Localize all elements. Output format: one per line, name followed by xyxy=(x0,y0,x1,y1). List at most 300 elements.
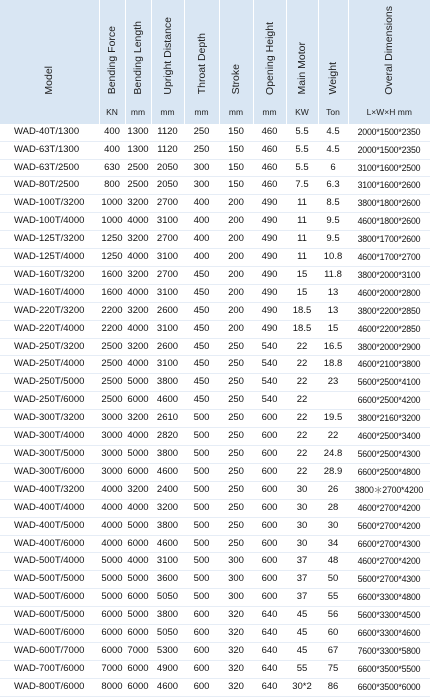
model-cell: WAD-40T/1300 xyxy=(0,124,99,141)
spec-cell: 60 xyxy=(318,625,348,643)
spec-cell: 3100 xyxy=(151,213,184,231)
table-row xyxy=(0,589,430,607)
table-row xyxy=(0,607,430,625)
spec-cell: 34 xyxy=(318,535,348,553)
spec-cell: 250 xyxy=(219,535,253,553)
model-cell: WAD-800T/6000 xyxy=(0,678,99,696)
spec-cell: 200 xyxy=(219,231,253,249)
spec-cell: 22 xyxy=(286,428,318,446)
spec-cell: 4000 xyxy=(99,481,125,499)
spec-cell: 2700 xyxy=(151,266,184,284)
spec-cell: 45 xyxy=(286,642,318,660)
spec-cell: 2200 xyxy=(99,320,125,338)
model-cell: WAD-125T/3200 xyxy=(0,231,99,249)
spec-cell: 5.5 xyxy=(286,124,318,141)
spec-cell: 3000 xyxy=(99,463,125,481)
spec-cell: 500 xyxy=(184,410,219,428)
spec-cell: 540 xyxy=(253,338,286,356)
spec-cell: 56 xyxy=(318,607,348,625)
spec-cell: 5000 xyxy=(99,553,125,571)
model-cell: WAD-100T/4000 xyxy=(0,213,99,231)
spec-cell: 6000 xyxy=(125,392,151,410)
spec-cell: 500 xyxy=(184,481,219,499)
dimensions-cell: 5600*2700*4300 xyxy=(348,571,430,589)
spec-cell: 250 xyxy=(219,517,253,535)
spec-cell: 320 xyxy=(219,678,253,696)
spec-cell: 2610 xyxy=(151,410,184,428)
spec-cell: 1250 xyxy=(99,249,125,267)
spec-cell: 500 xyxy=(184,571,219,589)
spec-cell: 2050 xyxy=(151,159,184,177)
table-row xyxy=(0,159,430,177)
spec-cell: 13 xyxy=(318,302,348,320)
spec-cell: 13 xyxy=(318,284,348,302)
spec-cell: 5000 xyxy=(125,446,151,464)
spec-cell: 600 xyxy=(253,481,286,499)
col-header: Bending Force xyxy=(99,0,125,100)
dimensions-cell: 5600*2500*4100 xyxy=(348,374,430,392)
spec-cell: 9.5 xyxy=(318,213,348,231)
spec-cell: 4600 xyxy=(151,678,184,696)
table-row xyxy=(0,195,430,213)
model-cell: WAD-500T/4000 xyxy=(0,553,99,571)
spec-cell: 5000 xyxy=(99,589,125,607)
spec-cell: 150 xyxy=(219,159,253,177)
col-header: Model xyxy=(0,0,99,100)
spec-cell: 6000 xyxy=(125,535,151,553)
spec-cell: 6000 xyxy=(99,607,125,625)
spec-cell: 500 xyxy=(184,553,219,571)
spec-cell: 500 xyxy=(184,517,219,535)
spec-cell: 540 xyxy=(253,374,286,392)
spec-cell: 30 xyxy=(286,481,318,499)
spec-cell: 23 xyxy=(318,374,348,392)
spec-cell: 5300 xyxy=(151,642,184,660)
dimensions-cell: 6600*2500*4800 xyxy=(348,463,430,481)
spec-cell: 3100 xyxy=(151,356,184,374)
spec-cell: 37 xyxy=(286,571,318,589)
spec-cell: 6 xyxy=(318,159,348,177)
spec-cell: 5000 xyxy=(125,517,151,535)
spec-cell: 200 xyxy=(219,320,253,338)
spec-cell: 3100 xyxy=(151,284,184,302)
unit-label: mm xyxy=(184,100,219,124)
spec-cell: 22 xyxy=(286,410,318,428)
spec-cell: 500 xyxy=(184,428,219,446)
spec-cell: 200 xyxy=(219,249,253,267)
spec-cell: 490 xyxy=(253,320,286,338)
spec-cell: 3200 xyxy=(151,499,184,517)
spec-cell: 6000 xyxy=(125,660,151,678)
spec-cell: 6000 xyxy=(125,625,151,643)
spec-cell: 600 xyxy=(184,625,219,643)
spec-cell: 400 xyxy=(184,231,219,249)
spec-cell: 490 xyxy=(253,302,286,320)
spec-cell xyxy=(318,392,348,410)
model-cell: WAD-63T/1300 xyxy=(0,141,99,159)
spec-cell: 460 xyxy=(253,159,286,177)
model-cell: WAD-300T/5000 xyxy=(0,446,99,464)
spec-cell: 30 xyxy=(286,535,318,553)
col-header: Weight xyxy=(318,0,348,100)
spec-cell: 600 xyxy=(253,589,286,607)
table-row xyxy=(0,338,430,356)
spec-cell: 4000 xyxy=(125,213,151,231)
spec-cell: 22 xyxy=(286,374,318,392)
model-cell: WAD-500T/6000 xyxy=(0,589,99,607)
model-cell: WAD-125T/4000 xyxy=(0,249,99,267)
spec-cell: 11.8 xyxy=(318,266,348,284)
unit-label: mm xyxy=(151,100,184,124)
spec-cell: 490 xyxy=(253,249,286,267)
spec-cell: 3000 xyxy=(99,410,125,428)
spec-cell: 460 xyxy=(253,124,286,141)
spec-cell: 490 xyxy=(253,213,286,231)
spec-cell: 8000 xyxy=(99,678,125,696)
spec-cell: 320 xyxy=(219,607,253,625)
spec-cell: 490 xyxy=(253,266,286,284)
spec-cell: 250 xyxy=(219,499,253,517)
spec-cell: 3100 xyxy=(151,553,184,571)
model-cell: WAD-160T/4000 xyxy=(0,284,99,302)
spec-cell: 3200 xyxy=(125,302,151,320)
dimensions-cell: 6600*2700*4300 xyxy=(348,535,430,553)
model-cell: WAD-160T/3200 xyxy=(0,266,99,284)
spec-cell: 3100 xyxy=(151,320,184,338)
spec-cell: 22 xyxy=(286,392,318,410)
spec-cell: 450 xyxy=(184,302,219,320)
spec-cell: 1300 xyxy=(125,141,151,159)
spec-cell: 300 xyxy=(219,589,253,607)
table-row xyxy=(0,124,430,141)
spec-cell: 320 xyxy=(219,660,253,678)
dimensions-cell: 5600*3300*4500 xyxy=(348,607,430,625)
spec-cell: 640 xyxy=(253,660,286,678)
table-row xyxy=(0,374,430,392)
model-cell: WAD-80T/2500 xyxy=(0,177,99,195)
spec-cell: 250 xyxy=(184,141,219,159)
spec-cell: 1000 xyxy=(99,195,125,213)
table-row xyxy=(0,284,430,302)
spec-cell: 500 xyxy=(184,446,219,464)
spec-cell: 3000 xyxy=(99,446,125,464)
spec-table-body xyxy=(0,124,430,697)
spec-cell: 200 xyxy=(219,302,253,320)
spec-cell: 50 xyxy=(318,571,348,589)
spec-cell: 19.5 xyxy=(318,410,348,428)
model-cell: WAD-300T/6000 xyxy=(0,463,99,481)
dimensions-cell: 4600*2000*2800 xyxy=(348,284,430,302)
spec-cell: 600 xyxy=(184,660,219,678)
spec-cell: 5000 xyxy=(125,607,151,625)
spec-cell: 1120 xyxy=(151,124,184,141)
spec-cell: 250 xyxy=(219,428,253,446)
spec-cell: 4000 xyxy=(125,428,151,446)
table-row xyxy=(0,481,430,499)
dimensions-cell: 4600*2700*4200 xyxy=(348,553,430,571)
spec-cell: 400 xyxy=(184,213,219,231)
table-row xyxy=(0,266,430,284)
table-row xyxy=(0,177,430,195)
unit-label: Ton xyxy=(318,100,348,124)
spec-cell: 450 xyxy=(184,320,219,338)
spec-cell: 400 xyxy=(184,249,219,267)
spec-cell: 4600 xyxy=(151,392,184,410)
table-row xyxy=(0,571,430,589)
spec-cell: 150 xyxy=(219,177,253,195)
model-cell: WAD-300T/4000 xyxy=(0,428,99,446)
model-cell: WAD-250T/4000 xyxy=(0,356,99,374)
spec-cell: 1600 xyxy=(99,284,125,302)
spec-cell: 30*2 xyxy=(286,678,318,696)
spec-cell: 3100 xyxy=(151,249,184,267)
dimensions-cell: 4600*1700*2700 xyxy=(348,249,430,267)
dimensions-cell: 3100*1600*2500 xyxy=(348,159,430,177)
spec-cell: 4000 xyxy=(99,535,125,553)
spec-cell: 45 xyxy=(286,607,318,625)
model-cell: WAD-250T/3200 xyxy=(0,338,99,356)
dimensions-cell: 5600*2500*4300 xyxy=(348,446,430,464)
model-cell: WAD-600T/5000 xyxy=(0,607,99,625)
spec-cell: 450 xyxy=(184,392,219,410)
spec-cell: 3000 xyxy=(99,428,125,446)
spec-cell: 400 xyxy=(184,195,219,213)
dimensions-cell: 3100*1600*2600 xyxy=(348,177,430,195)
spec-cell: 18.5 xyxy=(286,320,318,338)
spec-cell: 6000 xyxy=(125,463,151,481)
model-cell: WAD-63T/2500 xyxy=(0,159,99,177)
table-row xyxy=(0,642,430,660)
spec-cell: 2500 xyxy=(99,338,125,356)
spec-cell: 250 xyxy=(219,338,253,356)
table-row xyxy=(0,499,430,517)
spec-cell: 3200 xyxy=(125,410,151,428)
spec-cell: 1000 xyxy=(99,213,125,231)
spec-cell: 7000 xyxy=(99,660,125,678)
spec-cell: 11 xyxy=(286,213,318,231)
spec-cell: 4000 xyxy=(99,517,125,535)
spec-cell: 22 xyxy=(318,428,348,446)
model-cell: WAD-400T/4000 xyxy=(0,499,99,517)
spec-cell: 7000 xyxy=(125,642,151,660)
spec-cell: 4000 xyxy=(99,499,125,517)
dimensions-cell: 4600*2200*2850 xyxy=(348,320,430,338)
spec-cell: 500 xyxy=(184,499,219,517)
spec-cell: 3200 xyxy=(125,481,151,499)
table-row xyxy=(0,320,430,338)
spec-cell: 640 xyxy=(253,625,286,643)
spec-cell: 28 xyxy=(318,499,348,517)
spec-cell: 450 xyxy=(184,266,219,284)
col-header: Bending Length xyxy=(125,0,151,100)
spec-cell: 2600 xyxy=(151,302,184,320)
dimensions-cell: 4600*2100*3800 xyxy=(348,356,430,374)
spec-cell: 2500 xyxy=(99,356,125,374)
spec-cell: 540 xyxy=(253,356,286,374)
spec-cell: 4.5 xyxy=(318,141,348,159)
unit-label: KW xyxy=(286,100,318,124)
spec-cell: 15 xyxy=(318,320,348,338)
spec-cell: 15 xyxy=(286,266,318,284)
spec-cell: 2050 xyxy=(151,177,184,195)
spec-cell: 15 xyxy=(286,284,318,302)
spec-cell: 1250 xyxy=(99,231,125,249)
spec-cell: 600 xyxy=(253,463,286,481)
spec-cell: 6000 xyxy=(125,678,151,696)
dimensions-cell: 7600*3300*5800 xyxy=(348,642,430,660)
spec-cell: 11 xyxy=(286,231,318,249)
dimensions-cell: 6600*3300*4600 xyxy=(348,625,430,643)
spec-cell: 460 xyxy=(253,141,286,159)
spec-cell: 6.3 xyxy=(318,177,348,195)
table-row xyxy=(0,213,430,231)
table-row xyxy=(0,625,430,643)
spec-cell: 250 xyxy=(219,481,253,499)
table-row xyxy=(0,678,430,696)
spec-cell: 200 xyxy=(219,266,253,284)
dimensions-cell: 4600*2700*4200 xyxy=(348,499,430,517)
dimensions-cell: 3800*2200*2850 xyxy=(348,302,430,320)
spec-cell: 400 xyxy=(99,124,125,141)
spec-cell: 5.5 xyxy=(286,159,318,177)
spec-cell: 600 xyxy=(184,607,219,625)
model-cell: WAD-250T/5000 xyxy=(0,374,99,392)
spec-cell: 4900 xyxy=(151,660,184,678)
spec-cell: 5050 xyxy=(151,589,184,607)
col-header: Opening Height xyxy=(253,0,286,100)
spec-cell: 200 xyxy=(219,284,253,302)
table-row xyxy=(0,392,430,410)
dimensions-cell: 3800*2000*3100 xyxy=(348,266,430,284)
spec-cell: 600 xyxy=(253,571,286,589)
unit-label: mm xyxy=(219,100,253,124)
unit-label xyxy=(0,100,99,124)
spec-cell: 22 xyxy=(286,463,318,481)
table-row xyxy=(0,410,430,428)
dimensions-cell: 2000*1500*2350 xyxy=(348,124,430,141)
spec-cell: 4000 xyxy=(125,284,151,302)
model-cell: WAD-700T/6000 xyxy=(0,660,99,678)
spec-cell: 450 xyxy=(184,338,219,356)
spec-cell: 2500 xyxy=(99,374,125,392)
spec-cell: 45 xyxy=(286,625,318,643)
spec-cell: 450 xyxy=(184,284,219,302)
spec-cell: 2500 xyxy=(125,177,151,195)
spec-cell: 1600 xyxy=(99,266,125,284)
unit-label: KN xyxy=(99,100,125,124)
spec-cell: 400 xyxy=(99,141,125,159)
spec-cell: 4000 xyxy=(125,320,151,338)
spec-cell: 200 xyxy=(219,213,253,231)
spec-cell: 600 xyxy=(184,678,219,696)
spec-cell: 8.5 xyxy=(318,195,348,213)
spec-cell: 320 xyxy=(219,625,253,643)
table-row xyxy=(0,249,430,267)
table-row xyxy=(0,428,430,446)
dimensions-cell: 3800*1800*2600 xyxy=(348,195,430,213)
spec-cell: 5050 xyxy=(151,625,184,643)
spec-cell: 75 xyxy=(318,660,348,678)
spec-cell: 30 xyxy=(318,517,348,535)
table-row xyxy=(0,231,430,249)
spec-cell: 250 xyxy=(219,410,253,428)
spec-cell: 600 xyxy=(253,553,286,571)
spec-cell: 3800 xyxy=(151,374,184,392)
dimensions-cell: 6600*3500*5500 xyxy=(348,660,430,678)
table-row xyxy=(0,302,430,320)
col-header: Overal Dimensions xyxy=(348,0,430,100)
spec-cell: 250 xyxy=(184,124,219,141)
spec-cell: 300 xyxy=(219,553,253,571)
spec-cell: 3600 xyxy=(151,571,184,589)
spec-cell: 600 xyxy=(253,499,286,517)
spec-cell: 600 xyxy=(184,642,219,660)
spec-cell: 800 xyxy=(99,177,125,195)
spec-cell: 2600 xyxy=(151,338,184,356)
spec-cell: 150 xyxy=(219,141,253,159)
spec-cell: 600 xyxy=(253,428,286,446)
spec-cell: 4000 xyxy=(125,249,151,267)
spec-cell: 22 xyxy=(286,338,318,356)
units-row xyxy=(0,100,430,124)
spec-cell: 250 xyxy=(219,463,253,481)
spec-cell: 4000 xyxy=(125,356,151,374)
spec-cell: 600 xyxy=(253,535,286,553)
header-row xyxy=(0,0,430,100)
dimensions-cell: 6600*3500*6000 xyxy=(348,678,430,696)
model-cell: WAD-220T/3200 xyxy=(0,302,99,320)
spec-cell: 630 xyxy=(99,159,125,177)
spec-cell: 490 xyxy=(253,231,286,249)
spec-cell: 7.5 xyxy=(286,177,318,195)
spec-cell: 3200 xyxy=(125,266,151,284)
spec-cell: 6000 xyxy=(99,642,125,660)
spec-cell: 18.5 xyxy=(286,302,318,320)
spec-cell: 10.8 xyxy=(318,249,348,267)
spec-cell: 3800 xyxy=(151,446,184,464)
spec-cell: 86 xyxy=(318,678,348,696)
spec-cell: 200 xyxy=(219,195,253,213)
spec-cell: 9.5 xyxy=(318,231,348,249)
spec-cell: 3800 xyxy=(151,517,184,535)
spec-cell: 67 xyxy=(318,642,348,660)
spec-cell: 640 xyxy=(253,678,286,696)
dimensions-cell: 2000*1500*2350 xyxy=(348,141,430,159)
dimensions-cell: 4600*2500*3400 xyxy=(348,428,430,446)
spec-cell: 250 xyxy=(219,446,253,464)
model-cell: WAD-500T/5000 xyxy=(0,571,99,589)
spec-cell: 640 xyxy=(253,607,286,625)
dimensions-cell: 4600*1800*2600 xyxy=(348,213,430,231)
spec-cell: 6000 xyxy=(99,625,125,643)
spec-cell: 150 xyxy=(219,124,253,141)
spec-cell: 300 xyxy=(219,571,253,589)
spec-cell: 4600 xyxy=(151,535,184,553)
spec-cell: 2500 xyxy=(99,392,125,410)
table-row xyxy=(0,463,430,481)
col-header: Main Motor xyxy=(286,0,318,100)
spec-cell: 490 xyxy=(253,284,286,302)
table-row xyxy=(0,141,430,159)
dimensions-cell: 3800＊2700*4200 xyxy=(348,481,430,499)
spec-cell: 320 xyxy=(219,642,253,660)
unit-label: mm xyxy=(253,100,286,124)
table-row xyxy=(0,446,430,464)
col-header: Stroke xyxy=(219,0,253,100)
spec-cell: 600 xyxy=(253,446,286,464)
spec-cell: 4600 xyxy=(151,463,184,481)
spec-cell: 55 xyxy=(286,660,318,678)
